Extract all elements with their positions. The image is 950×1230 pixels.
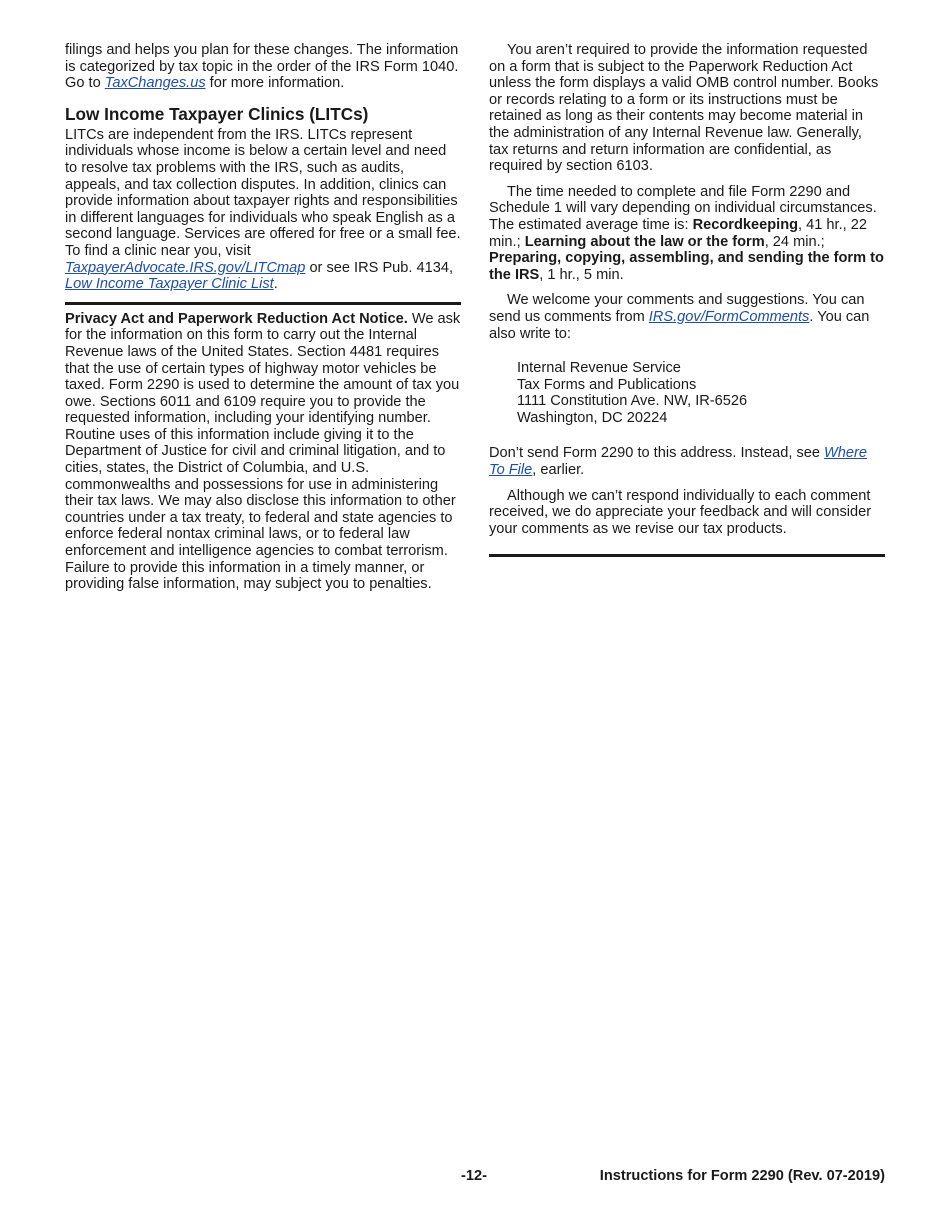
intro-paragraph: filings and helps you plan for these changes. The information is categorized by tax topic in the order of the IRS Form 1040. Go to TaxChanges.us for more information. bbox=[65, 42, 459, 92]
address-line: Internal Revenue Service bbox=[517, 360, 681, 377]
time-estimate-paragraph: The time needed to complete and file Form 2290 and Schedule 1 will vary depending on individual circumstances. The estimated average time is: Recordkeeping, 41 hr., 22 min.; Learning about the law or the form, 24 min.; Preparing, copying, assembling, and sending the form to the IRS, 1 hr., 5 min. bbox=[489, 183, 884, 283]
litc-paragraph: LITCs are independent from the IRS. LITCs represent individuals whose income is below a certain level and need to resolve tax problems with the IRS, such as audits, appeals, and tax collection disputes. In addition, clinics can provide information about taxpayer rights and responsibilities in different languages for individuals who speak English as a second language. Services are offered for free or a small fee. To find a clinic near you, visit TaxpayerAdvocate.IRS.gov/LITCmap or see IRS Pub. 4134, Low Income Taxpayer Clinic List. bbox=[65, 126, 461, 293]
left-column bbox=[65, 42, 461, 602]
right-column bbox=[489, 42, 885, 557]
address-line: Tax Forms and Publications bbox=[517, 376, 697, 393]
section-divider bbox=[65, 302, 461, 305]
privacy-heading: Privacy Act and Paperwork Reduction Act Notice. bbox=[65, 310, 408, 327]
omb-paragraph: You aren’t required to provide the information requested on a form that is subject to the Paperwork Reduction Act unless the form displays a valid OMB control number. Books or records relating to a form or its instructions must be retained as long as their contents may become material in the administration of any Internal Revenue law. Generally, tax returns and return information are confidential, as required by section 6103. bbox=[489, 42, 879, 175]
address-line: 1111 Constitution Ave. NW, IR-6526 bbox=[517, 393, 748, 410]
form-comments-link[interactable]: IRS.gov/FormComments bbox=[648, 308, 810, 325]
comments-paragraph: We welcome your comments and suggestions. You can send us comments from IRS.gov/FormComments. You can also write to: bbox=[489, 292, 870, 342]
feedback-paragraph: Although we can’t respond individually to each comment received, we do appreciate your feedback and will consider your comments as we revise our tax products. bbox=[489, 487, 872, 537]
page-number: -12- bbox=[461, 1168, 487, 1184]
litcmap-link[interactable]: TaxpayerAdvocate.IRS.gov/LITCmap bbox=[65, 259, 306, 276]
where-to-file-paragraph: Don’t send Form 2290 to this address. Instead, see Where To File, earlier. bbox=[489, 445, 868, 479]
where-to-file-link[interactable]: Where To File bbox=[489, 445, 868, 479]
mailing-address bbox=[517, 360, 885, 426]
litc-list-link[interactable]: Low Income Taxpayer Clinic List bbox=[65, 276, 274, 293]
taxchanges-link[interactable]: TaxChanges.us bbox=[104, 75, 206, 92]
form-title: Instructions for Form 2290 (Rev. 07-2019) bbox=[599, 1168, 885, 1184]
litc-heading: Low Income Taxpayer Clinics (LITCs) bbox=[65, 103, 369, 124]
privacy-paragraph: Privacy Act and Paperwork Reduction Act Notice. We ask for the information on this form to carry out the Internal Revenue laws of the United States. Section 4481 requires that the use of certain types of highway motor vehicles be taxed. Form 2290 is used to determine the amount of tax you owe. Sections 6011 and 6109 require you to provide the requested information, including your identifying number. Routine uses of this information include giving it to the Department of Justice for civil and criminal litigation, and to cities, states, the District of Columbia, and U.S. commonwealths and possessions for use in administering their tax laws. We may also disclose this information to other countries under a tax treaty, to federal and state agencies to enforce federal nontax criminal laws, or to federal law enforcement and intelligence agencies to combat terrorism. Failure to provide this information in a timely manner, or providing false information, may subject you to penalties. bbox=[65, 310, 461, 593]
address-line: Washington, DC 20224 bbox=[517, 409, 668, 426]
end-divider bbox=[489, 554, 885, 557]
